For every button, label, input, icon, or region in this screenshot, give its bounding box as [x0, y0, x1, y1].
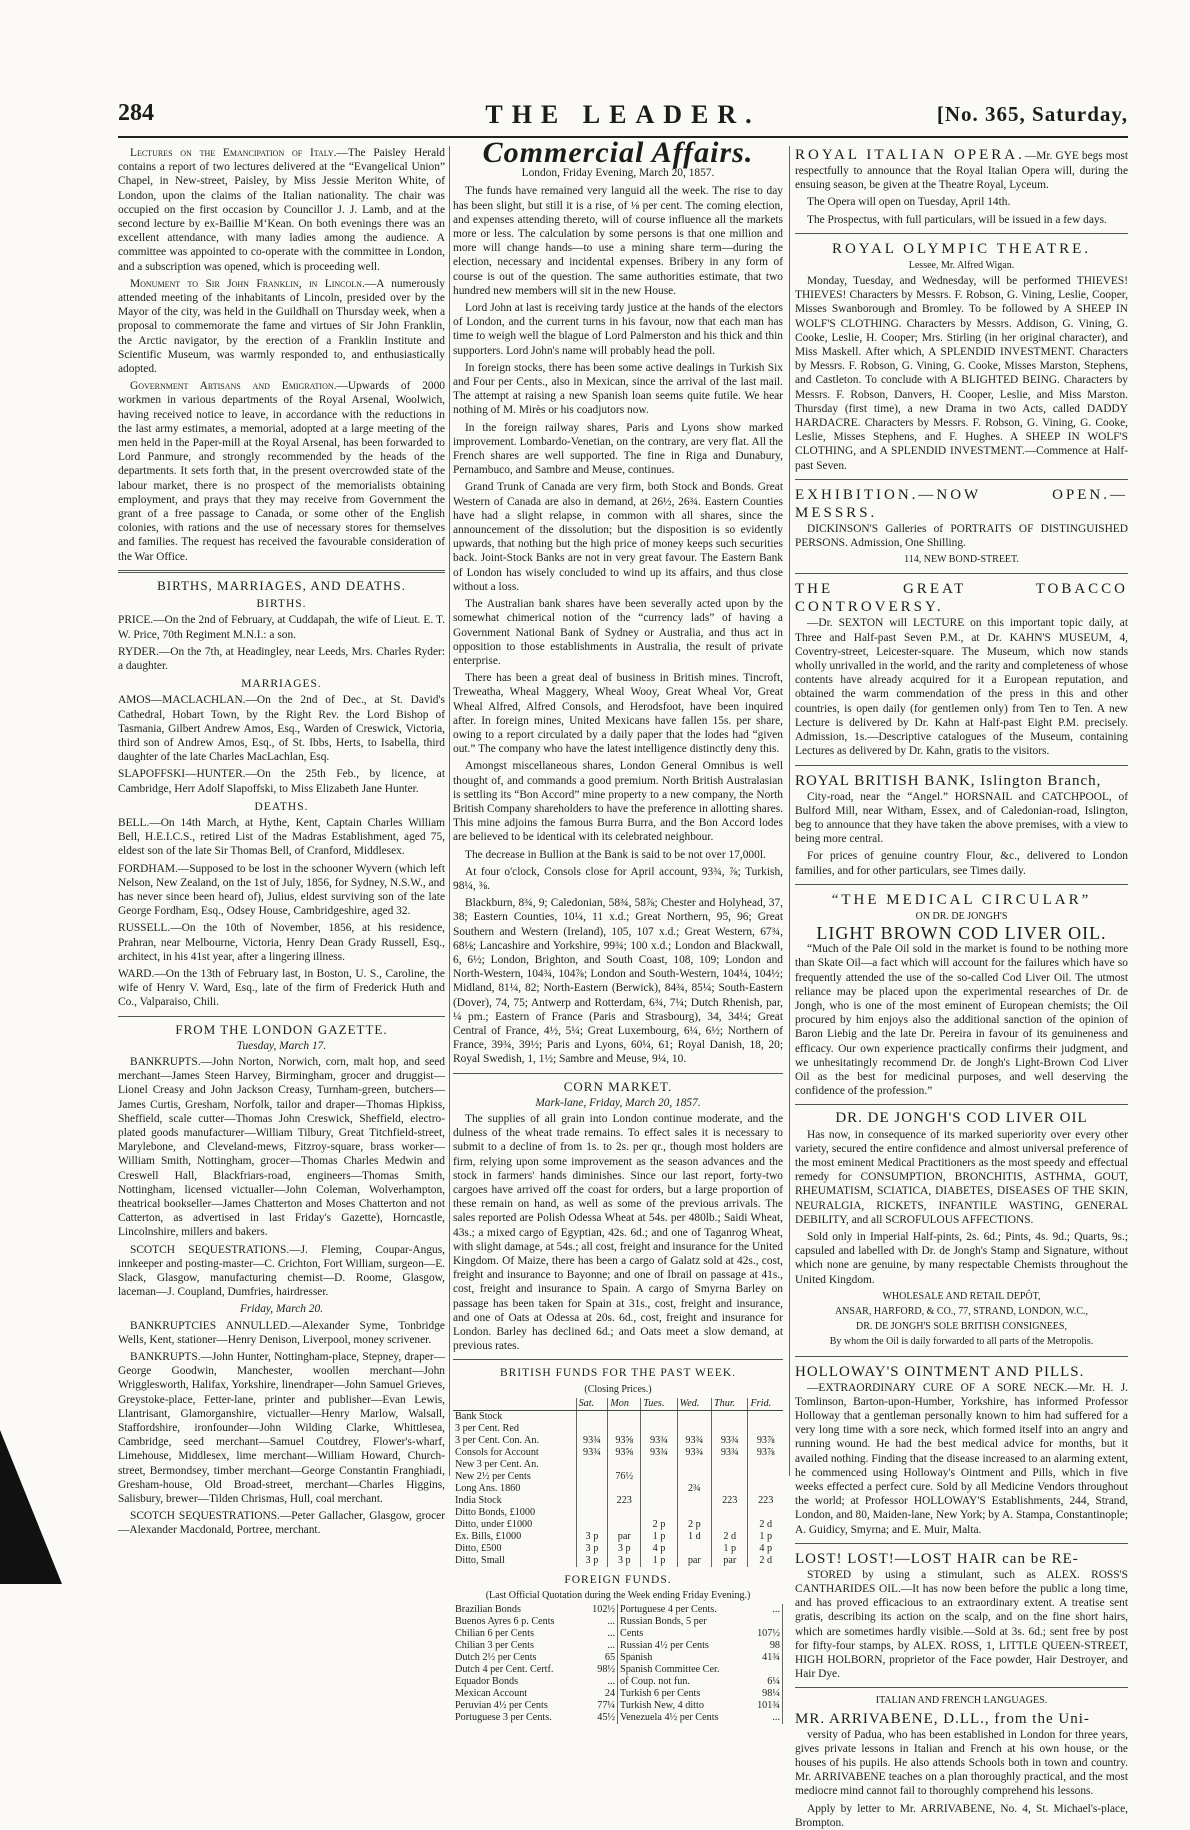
foreign-fund-label: Chilian 3 per Cents: [455, 1640, 534, 1652]
table-row: [453, 1447, 783, 1459]
table-header-blank: [453, 1398, 576, 1411]
column-divider-1: [449, 146, 450, 1476]
fund-price-cell: [677, 1495, 711, 1507]
gazette-date: Friday, March 20.: [239, 1303, 324, 1316]
marriage-notice: AMOS—MACLACHLAN.—On the 2nd of Dec., at St. David's Cathedral, Hobart Town, by the Right Rev. the Lord Bishop of Tasmania, Gilbert Andrew Amos, Esq., Warden of Creswick, Victoria, third son of Andrew Amos, Esq., of St. Ibbs, Herts, to Isabella, third daughter of the late Charles MacLachlan, Esq.: [118, 694, 445, 764]
fund-price-cell: par: [677, 1555, 711, 1567]
fund-price-cell: 4 p: [641, 1543, 677, 1555]
article-italy: [118, 146, 445, 274]
ad-rule: [795, 573, 1128, 574]
foreign-fund-value: ...: [590, 1640, 617, 1652]
column-divider-2: [789, 146, 790, 1476]
foreign-fund-value: 107½: [755, 1628, 782, 1640]
bankruptcies-annulled: BANKRUPTCIES ANNULLED.—Alexander Syme, Tonbridge Wells, Kent, stationer—Henry Denison, Liverpool, money scrivener.: [118, 1319, 445, 1346]
death-notice: FORDHAM.—Supposed to be lost in the schooner Wyvern (which left Nelson, New Zealand, on the 1st of July, 1856, for Sydney, N.S.W., and has never since been heard of), Julius, eldest surviving son of the late George Fordham, Esq., Odsey House, Cambridgeshire, aged 32.: [118, 862, 445, 918]
fund-price-cell: [576, 1495, 608, 1507]
fund-price-cell: 4 p: [748, 1543, 783, 1555]
fund-price-cell: 1 p: [712, 1543, 748, 1555]
table-row: [453, 1640, 783, 1652]
foreign-fund-label: Peruvian 4½ per Cents: [455, 1700, 548, 1712]
foreign-fund-value: [755, 1616, 782, 1628]
fund-price-cell: 2 d: [748, 1555, 783, 1567]
fund-price-cell: [677, 1543, 711, 1555]
table-row: [453, 1495, 783, 1507]
fund-price-cell: [712, 1507, 748, 1519]
commercial-paragraph: In the foreign railway shares, Paris and Lyons show marked improvement. Lombardo-Venetian, on the contrary, are very flat. All the French shares are well supported. The fine in Riga and Dunabury, Pernambuco, and Sambre and Meuse, continues.: [453, 421, 783, 477]
foreign-fund-label: Cents: [620, 1628, 644, 1640]
fund-price-cell: 2 d: [712, 1531, 748, 1543]
commercial-dateline: London, Friday Evening, March 20, 1857.: [521, 167, 715, 180]
foreign-fund-label: Turkish 6 per Cents: [620, 1688, 701, 1700]
commercial-paragraph: Blackburn, 8¾, 9; Caledonian, 58¾, 58⅞; Chester and Holyhead, 37, 38; Eastern Counties, 10¼, 11 x.d.; Great Northern, 95, 96; Great Southern and Western (Ireland), 105, 107 x.d.; Great Western, 67¾, 68⅛; Lancashire and Yorkshire, 99¾; 100 x.d.; London and Blackwall, 6, 6½; London, Brighton, and South Coast, 108, 109; London and North-Western, 104¾, 104⅞; London and South-Western, 104¼, 104½; Midland, 81¼, 82; North-Eastern (Berwick), 84¾, 85¼; South-Eastern (Dover), 74, 75; Antwerp and Rotterdam, 6¾, 7¼; Dutch Rhenish, par, ¼ pm.; Eastern of France (Paris and Strasbourg), 34, 34¼; Great Central of France, 4½, 5¼; Great Luxembourg, 6¼, 6½; Northern of France, 39¾, 39½; Paris and Lyons, 60¼, 61; Royal Danish, 18, 20; Royal Swedish, 1, 1½; Sambre and Meuse, 9¼, 10.: [453, 897, 783, 1066]
ad-title: ROYAL ITALIAN OPERA.: [795, 147, 1025, 163]
ad-body: STORED by using a stimulant, such as ALEX. ROSS'S CANTHARIDES OIL.—It has now been before the public a long time, and has proved efficacious to an extraordinary extent. A treatise sent gratis, describing its action on the scalp, and on the fine short hairs, which are sometimes hardly visible.—Sold at 3s. 6d.; sent free by post for fifty-four stamps, by ALEX. ROSS, 1, LITTLE QUEEN-STREET, HIGH HOLBORN, proprietor of the Face powder, Hair Destroyer, and Hair Dye.: [795, 1568, 1128, 1681]
foreign-fund-value: 41¾: [755, 1652, 782, 1664]
commercial-paragraph: Grand Trunk of Canada are very firm, both Stock and Bonds. Great Western of Canada are also in demand, at 26½, 26¾. Eastern Counties have had a slight relapse, in common with all shares, since the announcement of the dissolution; but the disposition is so evidently upwards, that nothing but the high price of money keeps such securities back. Joint-Stock Banks are not in very great favour. The Eastern Bank of London has wisely concluded to wind up its affairs, and thus close without a loss.: [453, 481, 783, 593]
fund-price-cell: [576, 1459, 608, 1471]
fund-price-cell: [677, 1423, 711, 1435]
table-row: [453, 1423, 783, 1435]
section-rule: [453, 1359, 783, 1360]
ad-body: versity of Padua, who has been established in London for three years, gives private lessons in Italian and French at his own house, or the houses of his pupils. He also attends Schools both in town and country. Mr. ARRIVABENE teaches on a plan thoroughly practical, and the most mediocre mind cannot fail to thoroughly comprehend his lessons.: [795, 1728, 1128, 1798]
fund-price-cell: 1 p: [748, 1531, 783, 1543]
fund-price-cell: [608, 1410, 641, 1423]
foreign-fund-label: Russian 4½ per Cents: [620, 1640, 709, 1652]
fund-price-cell: 3 p: [576, 1543, 608, 1555]
ad-body: For prices of genuine country Flour, &c., delivered to London families, and for other particulars, see Times daily.: [795, 850, 1128, 877]
ad-body: The Opera will open on Tuesday, April 14th.: [807, 196, 1011, 209]
fund-price-cell: [748, 1471, 783, 1483]
table-row: [453, 1483, 783, 1495]
ad-depot: ANSAR, HARFORD, & CO., 77, STRAND, LONDON, W.C.,: [834, 1306, 1089, 1317]
fund-price-cell: 3 p: [608, 1555, 641, 1567]
gazette-date: Tuesday, March 17.: [236, 1039, 327, 1052]
foreign-fund-label: Portuguese 4 per Cents.: [620, 1604, 717, 1616]
ad-title: HOLLOWAY'S OINTMENT AND PILLS.: [795, 1363, 1085, 1380]
fund-price-cell: par: [608, 1531, 641, 1543]
foreign-fund-label: Turkish New, 4 ditto: [620, 1700, 704, 1712]
fund-price-cell: 1 p: [641, 1555, 677, 1567]
fund-label: Consols for Account: [455, 1446, 539, 1458]
fund-label: 3 per Cent. Con. An.: [455, 1434, 540, 1446]
commercial-paragraph: The funds have remained very languid all the week. The rise to day has been slight, but still it is a rise, of ⅛ per cent. The coming election, and expenses attending thereto, will of course influence all the markets more or less. The calculation by some persons is that one million and more will change hands—to use a mining share term—during the election, necessary and incidental expenses. Bribery in any form of course is out of the question. The same authorities estimate, that two hundred new members will sit in the new House.: [453, 185, 783, 297]
fund-price-cell: [641, 1471, 677, 1483]
article-lead: Lectures on the Emancipation of Italy.: [130, 147, 337, 159]
foreign-fund-value: ...: [755, 1604, 782, 1616]
foreign-fund-value: 24: [590, 1688, 617, 1700]
fund-label: Bank Stock: [455, 1410, 503, 1422]
table-header-row: [453, 1398, 783, 1411]
foreign-fund-label: Spanish Committee Cer.: [620, 1664, 720, 1676]
foreign-funds-body: [453, 1604, 783, 1724]
foreign-fund-value: ...: [590, 1676, 617, 1688]
fund-label: Ditto, under £1000: [455, 1518, 533, 1530]
fund-price-cell: [576, 1471, 608, 1483]
fund-price-cell: [608, 1459, 641, 1471]
fund-price-cell: [641, 1423, 677, 1435]
fund-price-cell: 3 p: [608, 1543, 641, 1555]
ad-headline: LIGHT BROWN COD LIVER OIL.: [816, 922, 1107, 943]
fund-price-cell: [712, 1459, 748, 1471]
fund-price-cell: 2 p: [641, 1519, 677, 1531]
ad-depot: WHOLESALE AND RETAIL DEPÔT,: [882, 1290, 1041, 1302]
fund-price-cell: [576, 1410, 608, 1423]
table-row: [453, 1676, 783, 1688]
commercial-affairs-title: Commercial Affairs.: [482, 136, 754, 169]
ad-rule: [795, 479, 1128, 480]
table-row: [453, 1543, 783, 1555]
fund-price-cell: 93¾: [712, 1447, 748, 1459]
table-row: [453, 1531, 783, 1543]
ad-lost-hair: [795, 1550, 1128, 1682]
ad-subtitle: ITALIAN AND FRENCH LANGUAGES.: [875, 1695, 1048, 1707]
fund-price-cell: [576, 1423, 608, 1435]
foreign-fund-label: Russian Bonds, 5 per: [620, 1616, 707, 1628]
table-row: [453, 1459, 783, 1471]
ad-body: —Mr. GYE begs most respectfully to announce that the Royal Italian Opera will, during the ensuing season, be given at the Theatre Royal, Lyceum.: [795, 150, 1129, 192]
ad-body: City-road, near the “Angel.” HORSNAIL and CATCHPOOL, of Bulford Mill, near Witham, Essex, and of Caledonian-road, Islington, beg to announce that they have taken the above premises, with a view to being more central.: [795, 790, 1128, 846]
table-row: [453, 1555, 783, 1567]
ad-exhibition: [795, 486, 1128, 568]
article-body: —Upwards of 2000 workmen in various departments of the Royal Arsenal, Woolwich, having received notice to leave, in accordance with the reductions in the last army estimates, a memorial, adopted at a large meeting of the men held in the Paper-mill at the Royal Arsenal, has been forwarded to Lord Panmure, and strongly recommended by the heads of the departments. It sets forth that, in the present overcrowded state of the labour market, there is no prospect of the memorialists obtaining employment, and prays that they may receive from Government the grant of a free passage to Canada, or some other of the English colonies, with rations and the use of necessary stores for themselves and families. The request has received the favourable consideration of the War Office.: [118, 380, 445, 563]
page-number: 284: [118, 100, 154, 126]
fund-label: Ditto, Small: [455, 1554, 505, 1566]
fund-price-cell: [576, 1483, 608, 1495]
fund-label: Long Ans. 1860: [455, 1482, 521, 1494]
issue-label: [No. 365, Saturday,: [936, 102, 1128, 126]
article-artisans: [118, 379, 445, 564]
foreign-fund-value: [755, 1664, 782, 1676]
ad-holloway: [795, 1363, 1128, 1537]
table-row: [453, 1712, 783, 1724]
fund-price-cell: [677, 1410, 711, 1423]
death-notice: BELL.—On 14th March, at Hythe, Kent, Captain Charles William Bell, H.E.I.C.S., retired List of the Madras Establishment, aged 75, eldest son of the late Sir Thomas Bell, of Cranford, Middlesex.: [118, 816, 445, 858]
article-franklin: [118, 277, 445, 376]
fund-price-cell: 2¾: [677, 1483, 711, 1495]
fund-price-cell: 3 p: [576, 1555, 608, 1567]
ad-address: 114, NEW BOND-STREET.: [904, 554, 1019, 566]
ad-body: “Much of the Pale Oil sold in the market is found to be nothing more than Skate Oil—a fact which will account for the failures which have so frequently attended the use of the so-called Cod Liver Oil. The utmost reliance may be placed upon the experimental researches of Dr. de Jongh, who is one of the most eminent of European chemists; the Oil procured by him enjoys also the additional sanction of the opinion of Baron Liebig and the late Dr. Pereira in favour of its genuineness and efficacy. Our own experience practically confirms their judgment, and we unhesitatingly recommend Dr. de Jongh's Light-Brown Cod Liver Oil as the best for medicinal purposes, and well deserving the confidence of the profession.”: [795, 943, 1128, 1098]
fund-price-cell: [748, 1507, 783, 1519]
fund-price-cell: [712, 1410, 748, 1423]
section-rule: [453, 1073, 783, 1074]
table-row: [453, 1652, 783, 1664]
fund-price-cell: par: [712, 1555, 748, 1567]
fund-price-cell: [712, 1483, 748, 1495]
fund-price-cell: [677, 1471, 711, 1483]
corn-dateline: Mark-lane, Friday, March 20, 1857.: [535, 1096, 701, 1109]
birth-notice: PRICE.—On the 2nd of February, at Cuddapah, the wife of Lieut. E. T. W. Price, 70th Regiment M.N.I.: a son.: [118, 614, 445, 641]
birth-notice: RYDER.—On the 7th, at Headingley, near Leeds, Mrs. Charles Ryder: a daughter.: [118, 645, 445, 672]
table-header-day: Sat.: [576, 1398, 608, 1411]
foreign-fund-value: 101¾: [755, 1700, 782, 1712]
fund-label: 3 per Cent. Red: [455, 1422, 519, 1434]
foreign-fund-value: 45½: [590, 1712, 617, 1724]
ad-body: Apply by letter to Mr. ARRIVABENE, No. 4, St. Michael's-place, Brompton.: [795, 1802, 1128, 1829]
foreign-funds-heading: FOREIGN FUNDS.: [564, 1573, 672, 1586]
ad-tobacco: [795, 580, 1128, 758]
table-row: [453, 1616, 783, 1628]
ad-rule: [795, 1356, 1128, 1357]
table-header-day: Wed.: [677, 1398, 711, 1411]
fund-price-cell: 223: [712, 1495, 748, 1507]
foreign-fund-value: 77¼: [590, 1700, 617, 1712]
ad-body: Has now, in consequence of its marked superiority over every other variety, secured the entire confidence and almost universal preference of the most eminent Medical Practitioners as the most speedy and effectual remedy for CONSUMPTION, BRONCHITIS, ASTHMA, GOUT, RHEUMATISM, SCIATICA, DIABETES, DISEASES OF THE SKIN, NEURALGIA, RICKETS, INFANTILE WASTING, GENERAL DEBILITY, and all SCROFULOUS AFFECTIONS.: [795, 1128, 1128, 1226]
section-rule: [118, 1016, 445, 1017]
fund-price-cell: 1 d: [677, 1531, 711, 1543]
table-row: [453, 1435, 783, 1447]
fund-price-cell: [748, 1483, 783, 1495]
fund-price-cell: 223: [608, 1495, 641, 1507]
corn-paragraph: The supplies of all grain into London continue moderate, and the dulness of the wheat trade remains. To effect sales it is necessary to submit to a decline of from 1s. to 2s. per qr., though most holders are firm, relying upon some improvement as the season advances and the stock in farmers' hands diminishes. Since our last report, forty-two cargoes have arrived off the coast for orders, but a large proportion of these remain on hand, as well as some of the previous arrivals. The sales reported are Polish Odessa Wheat at 54s. per 480lb.; Saidi Wheat, 43s.; a mixed cargo of Egyptian, 42s. 6d.; and one of Taganrog Wheat, with slight damage, at 54s.; all cost, freight and insurance for the United Kingdom. Of Maize, there has been a cargo of Galatz sold at 42s., cost, freight and insurance to Bayonne; and one of Ibrail on passage at 41s., cost, freight and insurance to Spain. A cargo of Smyrna Barley on passage has been taken for Spain at 31s., cost, freight and insurance, and one of Oats at Odessa at 20s. 6d., cost, freight and insurance for London. Barley has declined 6d.; and Oats meet a slow demand, at previous rates.: [453, 1113, 783, 1353]
table-row: [453, 1471, 783, 1483]
ad-title: ROYAL OLYMPIC THEATRE.: [831, 240, 1092, 257]
foreign-fund-value: ...: [755, 1712, 782, 1724]
fund-price-cell: [576, 1519, 608, 1531]
masthead: THE LEADER.: [485, 100, 761, 129]
table-row: [453, 1688, 783, 1700]
foreign-fund-label: Dutch 2½ per Cents: [455, 1652, 537, 1664]
ad-body: —Dr. SEXTON will LECTURE on this important topic daily, at Three and Half-past Seven P.M., at Dr. KAHN'S MUSEUM, 4, Coventry-street, Leicester-square. The Museum, which now stands wholly unrivalled in the world, and the rarity and completeness of whose contents have already acquired for it a European reputation, and obtained the warm commendation of the press in this and other countries, is open daily (for gentlemen only) from Ten to Ten. A new Lecture is delivered by Dr. Kahn at Half-past Eight P.M. precisely. Admission, 1s.—Descriptive catalogues of the Museum, containing Lectures as delivered by Dr. Kahn, gratis to the visitors.: [795, 617, 1128, 758]
foreign-funds-subheading: (Last Official Quotation during the Week ending Friday Evening.): [485, 1590, 751, 1602]
ad-olympic: [795, 240, 1128, 473]
foreign-fund-value: ...: [590, 1628, 617, 1640]
scotch-sequestrations: SCOTCH SEQUESTRATIONS.—J. Fleming, Coupar-Angus, innkeeper and posting-master—C. Crichton, Fort William, surgeon—E. Slack, Glasgow, manufacturing chemist—D. Roome, Glasgow, laceman—J. Coupland, Dumfries, hairdresser.: [118, 1243, 445, 1299]
table-row: [453, 1700, 783, 1712]
ad-headline: DR. DE JONGH'S COD LIVER OIL: [835, 1110, 1088, 1127]
table-row: [453, 1604, 783, 1616]
ad-lessee: Lessee, Mr. Alfred Wigan.: [908, 259, 1015, 271]
fund-price-cell: [576, 1507, 608, 1519]
table-row: [453, 1507, 783, 1519]
fund-price-cell: 3 p: [576, 1531, 608, 1543]
ad-title: EXHIBITION.—NOW OPEN.—MESSRS.: [795, 486, 1128, 521]
ad-title: “THE MEDICAL CIRCULAR”: [831, 891, 1092, 908]
article-body: —A numerously attended meeting of the inhabitants of Lincoln, presided over by the Mayor of the city, was held in the Guildhall on Thursday week, when a proposal to commemorate the fame and virtues of Sir John Franklin, the Arctic navigator, by the erection of a Franklin Institute and Scientific Museum, was warmly responded to, and enthusiastically adopted.: [118, 277, 445, 376]
foreign-fund-label: Buenos Ayres 6 p. Cents: [455, 1616, 555, 1628]
ad-title: MR. ARRIVABENE, D.LL., from the Uni-: [795, 1710, 1090, 1727]
fund-price-cell: 93⅝: [608, 1435, 641, 1447]
section-rule: [118, 570, 445, 573]
foreign-fund-label: Portuguese 3 per Cents.: [455, 1712, 552, 1724]
fund-label: Ditto, £500: [455, 1542, 502, 1554]
marriages-heading: MARRIAGES.: [241, 678, 322, 691]
bankrupts-list: BANKRUPTS.—John Hunter, Nottingham-place, Stepney, draper—George Goodwin, Manchester, woollen merchant—John Wrigglesworth, Halifax, Yorkshire, linendraper—John Samuel Grieves, Greystoke-place, Fetter-lane, printer and publisher—Evan Lewis, Llantrisant, Glamorganshire, victualler—Henry Marlow, Walsall, Staffordshire, ironfounder—John Wilding Clarke, Whittlesea, Cambridge, seed merchant—Samuel Coutdrey, Flower's-wharf, Limehouse, Middlesex, lime merchant—William Howard, Church-street, Bermondsey, timber merchant—George Constantin Franghiadi, Gresham-house, Old Broad-street, merchant—Charles Higgins, Salisbury, brewer—Tilden Chrismas, Hull, coal merchant.: [118, 1351, 445, 1506]
marriage-notice: SLAPOFFSKI—HUNTER.—On the 25th Feb., by licence, at Cambridge, Herr Adolf Slapoffski, to Miss Elizabeth Jane Hunter.: [118, 768, 445, 795]
ad-title: THE GREAT TOBACCO CONTROVERSY.: [795, 581, 1128, 616]
table-header-day: Frid.: [748, 1398, 783, 1411]
table-header-day: Thur.: [712, 1398, 748, 1411]
scan-corner-shadow: [0, 1430, 62, 1584]
ad-body: DICKINSON'S Galleries of PORTRAITS OF DISTINGUISHED PERSONS. Admission, One Shilling.: [795, 522, 1128, 550]
article-body: —The Paisley Herald contains a report of two lectures delivered at the “Evangelical Union” Chapel, in New-street, Paisley, by Miss Jessie Meriton White, of London, upon the claims of the Italian nationality. The chair was occupied on the first occasion by Councillor J. J. Lamb, and at the second lecture by ex-Baillie M‘Kean. On both evenings there was an excellent attendance, with many ladies among the audience. A committee was appointed to co-operate with the committee in London, and a subscription was opened, which is proceeding well.: [118, 147, 445, 273]
ad-languages: [795, 1694, 1128, 1830]
foreign-fund-label: Mexican Account: [455, 1688, 528, 1700]
fund-price-cell: 93⅞: [748, 1435, 783, 1447]
foreign-fund-value: 65: [590, 1652, 617, 1664]
column-left: [118, 146, 445, 1537]
fund-price-cell: [748, 1459, 783, 1471]
british-funds-table: [453, 1398, 783, 1567]
ad-rule: [795, 765, 1128, 766]
gazette-heading: FROM THE LONDON GAZETTE.: [175, 1021, 388, 1037]
fund-label: India Stock: [455, 1494, 502, 1506]
bankrupts-list: BANKRUPTS.—John Norton, Norwich, corn, malt hop, and seed merchant—James Steen Harvey, Birmingham, grocer and druggist—Lionel Creasy and John Jackson Creasy, Turnham-green, butchers—James Curtis, Gresham, Norfolk, tailor and draper—Thomas Hipkiss, Sheffield, scale cutter—Thomas John Creswick, Sheffield, electro-plated goods manufacturer—William Tilbury, Great Titchfield-street, Marylebone, and Cleveland-mews, Fitzroy-square, brass worker—William Smith, Nottingham, grocer—Thomas Charles Medwin and Creswell Hall, Blackfriars-road, engineers—Thomas Smith, Nottingham, licensed victualler—John Coleman, Wolverhampton, theatrical bookseller—James Chatterton and Moses Chatterton and not Catterton, as advertised in last Friday's Gazette), Horncastle, Lincolnshire, millers and bakers.: [118, 1055, 445, 1239]
fund-price-cell: [641, 1507, 677, 1519]
table-row: [453, 1410, 783, 1423]
fund-price-cell: 93¾: [677, 1435, 711, 1447]
scotch-sequestrations: SCOTCH SEQUESTRATIONS.—Peter Gallacher, Glasgow, grocer—Alexander Macdonald, Portree, merchant.: [118, 1510, 445, 1537]
british-funds-heading: BRITISH FUNDS FOR THE PAST WEEK.: [499, 1367, 737, 1380]
bmd-heading: BIRTHS, MARRIAGES, AND DEATHS.: [157, 577, 406, 593]
fund-label: Ex. Bills, £1000: [455, 1530, 522, 1542]
fund-label: New 2½ per Cents: [455, 1470, 531, 1482]
fund-price-cell: 93¾: [677, 1447, 711, 1459]
ad-rule: [795, 1543, 1128, 1544]
fund-price-cell: [677, 1507, 711, 1519]
foreign-funds-table: [453, 1604, 783, 1724]
article-lead: Government Artisans and Emigration.: [130, 380, 337, 393]
ad-opera: [795, 146, 1128, 227]
fund-price-cell: [641, 1459, 677, 1471]
fund-price-cell: 93¾: [641, 1447, 677, 1459]
ad-rule: [795, 884, 1128, 885]
commercial-paragraph: The Australian bank shares have been severally acted upon by the somewhat chimerical notion of the “currency lads” of having a Government National Bank of Sydney or Australia, and thus act in opposition to those establishments in Australia, the result of private enterprise.: [453, 598, 783, 667]
fund-price-cell: [608, 1519, 641, 1531]
ad-body: —EXTRAORDINARY CURE OF A SORE NECK.—Mr. H. J. Tomlinson, Barton-upon-Humber, Yorkshire, has informed Professor Holloway that a gentleman personally known to him had suffered for a very long time with a sore neck, which formed itself into an angry and running wound. He had the best medical advice for months, but it availed nothing. Finding that the disease increased to an alarming extent, he commenced using Holloway's Ointment and Pills, which in five weeks effected a perfect cure. Sold by all Medicine Vendors throughout the world; at Professor HOLLOWAY'S Establishments, 244, Strand, London, and 80, Maiden-lane, New York; by A. Stampa, Constantinople; A. Guidicy, Smyrna; and E. Muir, Malta.: [795, 1381, 1128, 1536]
page-header: [118, 100, 1128, 128]
births-heading: BIRTHS.: [256, 598, 307, 611]
fund-price-cell: [712, 1519, 748, 1531]
ad-depot: By whom the Oil is daily forwarded to all parts of the Metropolis.: [829, 1336, 1094, 1348]
fund-price-cell: [748, 1410, 783, 1423]
fund-price-cell: [608, 1507, 641, 1519]
foreign-fund-label: Equador Bonds: [455, 1676, 519, 1688]
fund-price-cell: 93¾: [576, 1435, 608, 1447]
foreign-fund-value: 98½: [590, 1664, 617, 1676]
column-right: [795, 146, 1129, 1829]
table-row: [453, 1519, 783, 1531]
foreign-fund-value: 98: [755, 1640, 782, 1652]
ad-title: LOST! LOST!—LOST HAIR can be RE-: [795, 1550, 1079, 1567]
ad-depot: DR. DE JONGH'S SOLE BRITISH CONSIGNEES,: [856, 1321, 1067, 1333]
foreign-fund-label: Brazilian Bonds: [455, 1604, 521, 1616]
foreign-fund-label: Chilian 6 per Cents: [455, 1628, 534, 1640]
fund-price-cell: 93¾: [712, 1435, 748, 1447]
fund-price-cell: [748, 1423, 783, 1435]
fund-price-cell: [712, 1423, 748, 1435]
column-middle: [453, 136, 783, 1724]
commercial-paragraph: In foreign stocks, there has been some active dealings in Turkish Six and Four per Cents., also in Mexican, since the arrival of the last mail. The attempt at raising a new Spanish loan seems quite futile. We hear nothing of M. Mirès or his coadjutors now.: [453, 361, 783, 417]
table-row: [453, 1664, 783, 1676]
foreign-fund-label: of Coup. not fun.: [620, 1676, 690, 1688]
foreign-fund-value: 98¼: [755, 1688, 782, 1700]
ad-subtitle: ON DR. DE JONGH'S: [915, 910, 1008, 922]
ad-bank: [795, 772, 1128, 878]
fund-price-cell: 93⅝: [608, 1447, 641, 1459]
fund-price-cell: [608, 1483, 641, 1495]
fund-price-cell: 2 d: [748, 1519, 783, 1531]
table-header-day: Mon: [608, 1398, 641, 1411]
fund-label: Ditto Bonds, £1000: [455, 1506, 536, 1518]
ad-rule: [795, 1687, 1128, 1688]
fund-price-cell: [641, 1483, 677, 1495]
fund-price-cell: [641, 1495, 677, 1507]
commercial-paragraph: At four o'clock, Consols close for April account, 93¾, ⅞; Turkish, 98¼, ⅜.: [453, 865, 783, 892]
corn-market-heading: CORN MARKET.: [563, 1078, 673, 1094]
ad-body: Sold only in Imperial Half-pints, 2s. 6d.; Pints, 4s. 9d.; Quarts, 9s.; capsuled and labelled with Dr. de Jongh's Stamp and Signature, without which none are genuine, by many respectable Chemists throughout the United Kingdom.: [795, 1230, 1128, 1286]
fund-price-cell: [608, 1423, 641, 1435]
fund-label: New 3 per Cent. An.: [455, 1458, 539, 1470]
death-notice: RUSSELL.—On the 10th of November, 1856, at his residence, Prahran, near Melbourne, Victoria, Henry Dean Grady Russell, Esq., architect, in his 41st year, after a lingering illness.: [118, 922, 445, 963]
foreign-fund-label: Spanish: [620, 1652, 653, 1664]
fund-price-cell: [641, 1410, 677, 1423]
foreign-fund-value: 6¼: [755, 1676, 782, 1688]
fund-price-cell: [712, 1471, 748, 1483]
fund-price-cell: 93¾: [576, 1447, 608, 1459]
foreign-fund-label: Dutch 4 per Cent. Certf.: [455, 1664, 554, 1676]
table-header-day: Tues.: [641, 1398, 677, 1411]
foreign-fund-value: 102½: [590, 1604, 617, 1616]
commercial-paragraph: The decrease in Bullion at the Bank is said to be not over 17,000l.: [465, 848, 766, 861]
fund-price-cell: 76½: [608, 1471, 641, 1483]
fund-price-cell: 2 p: [677, 1519, 711, 1531]
death-notice: WARD.—On the 13th of February last, in Boston, U. S., Caroline, the wife of Henry V. Ward, Esq., late of the firm of Frederick Huth and Co., Valparaiso, Chili.: [118, 967, 445, 1009]
fund-price-cell: 223: [748, 1495, 783, 1507]
fund-price-cell: 93¾: [641, 1435, 677, 1447]
ad-medical-circular: [795, 891, 1128, 1099]
commercial-paragraph: There has been a great deal of business in British mines. Tincroft, Treweatha, Wheal Maggery, Wheal Wooy, Great Wheal Vor, Great Wheal Alfred, Alfred Consols, and Herodsfoot, have been inquired after. In foreign mines, United Mexicans have fallen 15s. per share, owing to a report circulated by a daily paper that the lodes had “given out.” The company who have the latest intelligence distinctly deny this.: [453, 672, 783, 756]
fund-price-cell: 93⅞: [748, 1447, 783, 1459]
ad-rule: [795, 1104, 1128, 1105]
commercial-paragraph: Lord John at last is receiving tardy justice at the hands of the electors of London, and the current turns in his favour, now that each man has time to weigh well the blague of Lord Palmerston and his thick and thin supporters. Lord John's name will probably head the poll.: [453, 302, 783, 357]
ad-rule: [795, 233, 1128, 234]
ad-body: Monday, Tuesday, and Wednesday, will be performed THIEVES! THIEVES! Characters by Messrs. F. Robson, G. Vining, Leslie, Cooper, Misses Swanborough and Bromley. To be followed by A SHEEP IN WOLF'S CLOTHING. Characters by Messrs. Addison, G. Vining, G. Cooke, Leslie, H. Cooper; Mrs. Stirling (in her original character), and Miss Maskell. After which, A SPLENDID INVESTMENT. Characters by Messrs. F. Robson, G. Vining, G. Cooke, Misses Marston, Stephens, and Castleton. To conclude with A BLIGHTED BEING. Characters by Messrs. F. Robson, Danvers, H. Cooper, Leslie, and Miss Marston. Thursday (first time), a new Drama in two Acts, called DADDY HARDACRE. Characters by Messrs. F. Robson, G. Vining, G. Cooke, Leslie, Misses Stephens, and F. Hughes. A SHEEP IN WOLF'S CLOTHING, and A SPLENDID INVESTMENT.—Commence at Half-past Seven.: [795, 275, 1128, 472]
ad-body: The Prospectus, with full particulars, will be issued in a few days.: [807, 213, 1107, 226]
foreign-fund-value: ...: [590, 1616, 617, 1628]
foreign-fund-label: Venezuela 4½ per Cents: [620, 1712, 719, 1724]
ad-title: ROYAL BRITISH BANK, Islington Branch,: [795, 772, 1102, 789]
deaths-heading: DEATHS.: [254, 800, 309, 813]
british-funds-subheading: (Closing Prices.): [584, 1383, 652, 1395]
ad-de-jongh: [795, 1111, 1128, 1349]
table-row: [453, 1628, 783, 1640]
commercial-paragraph: Amongst miscellaneous shares, London General Omnibus is well thought of, and commands a good premium. North British Australasian is settling its “Bon Accord” mine property to a new company, the North British Company shareholders to have the preference in allotting shares. This mine adjoins the famous Burra Burra, and the Bon Accord lodes are believed to be identical with its celebrated neighbour.: [453, 760, 783, 844]
article-lead: Monument to Sir John Franklin, in Lincoln.: [130, 277, 365, 290]
british-funds-body: [453, 1410, 783, 1567]
fund-price-cell: [677, 1459, 711, 1471]
fund-price-cell: 1 p: [641, 1531, 677, 1543]
